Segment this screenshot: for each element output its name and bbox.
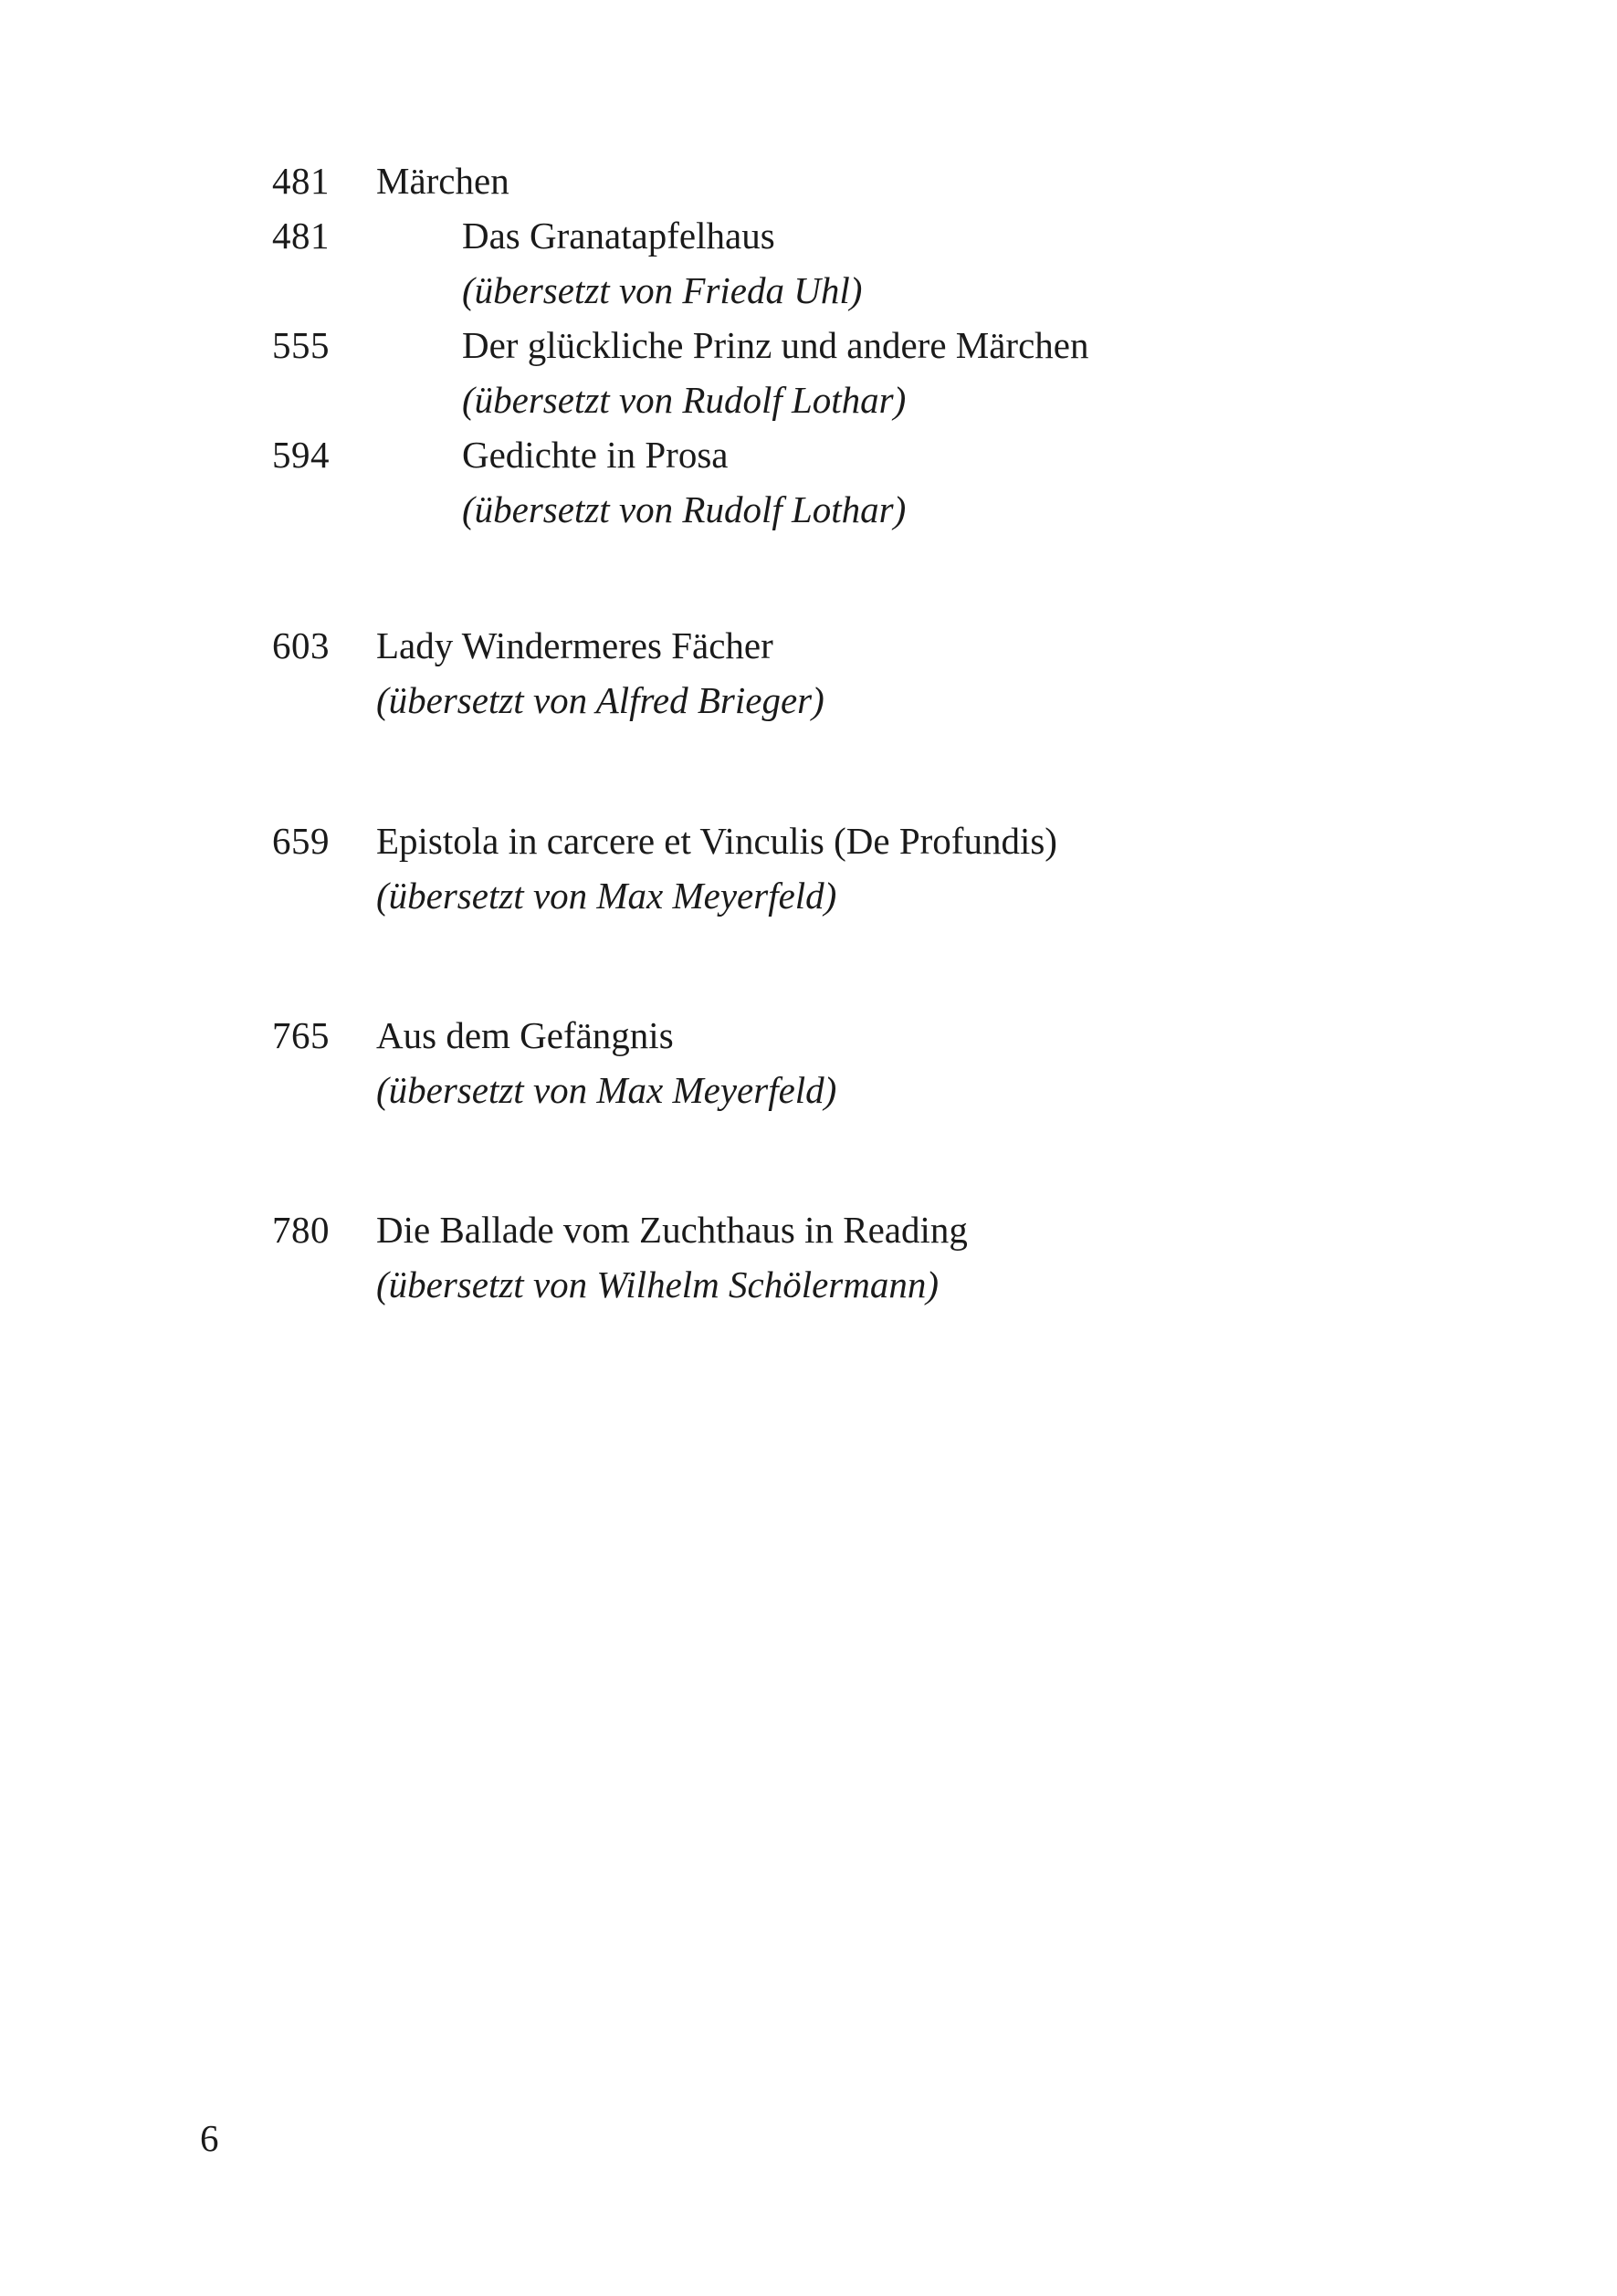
toc-entry <box>0 1008 1617 1063</box>
toc-translator-line <box>0 482 1617 537</box>
toc-section <box>0 813 1617 923</box>
toc-title: Das Granatapfelhaus <box>462 215 775 257</box>
page-number: 6 <box>200 2117 219 2159</box>
toc-title: Gedichte in Prosa <box>462 434 729 476</box>
toc-translator-line <box>0 1257 1617 1312</box>
toc-translator: (übersetzt von Frieda Uhl) <box>462 269 863 311</box>
toc-page-number: 765 <box>272 1014 330 1056</box>
toc-section <box>0 1202 1617 1312</box>
toc-entry <box>0 1202 1617 1257</box>
toc-entry <box>0 813 1617 868</box>
toc-page-number: 594 <box>272 434 330 476</box>
toc-translator: (übersetzt von Rudolf Lothar) <box>462 488 907 530</box>
toc-title: Die Ballade vom Zuchthaus in Reading <box>376 1209 968 1251</box>
toc-page-number: 481 <box>272 160 330 202</box>
toc-translator-line <box>0 868 1617 923</box>
toc-translator-line <box>0 372 1617 427</box>
toc-section <box>0 1008 1617 1117</box>
toc-page-number: 481 <box>272 215 330 257</box>
toc-section <box>0 618 1617 728</box>
toc-section-maerchen <box>0 153 1617 537</box>
toc-entry <box>0 618 1617 673</box>
toc-translator: (übersetzt von Alfred Brieger) <box>376 679 824 721</box>
toc-page-number: 659 <box>272 820 330 862</box>
toc-title: Der glückliche Prinz und andere Märchen <box>462 324 1089 366</box>
toc-title: Märchen <box>376 160 509 202</box>
toc-translator: (übersetzt von Max Meyerfeld) <box>376 1069 837 1111</box>
toc-title: Epistola in carcere et Vinculis (De Profundis) <box>376 820 1057 862</box>
toc-entry <box>0 153 1617 208</box>
toc-subentry <box>0 208 1617 263</box>
toc-subentry <box>0 427 1617 482</box>
toc-translator-line <box>0 263 1617 318</box>
toc-translator: (übersetzt von Wilhelm Schölermann) <box>376 1263 940 1305</box>
toc-title: Aus dem Gefängnis <box>376 1014 674 1056</box>
toc-translator: (übersetzt von Rudolf Lothar) <box>462 379 907 421</box>
toc-page-number: 555 <box>272 324 330 366</box>
toc-page-number: 780 <box>272 1209 330 1251</box>
toc-translator: (übersetzt von Max Meyerfeld) <box>376 875 837 917</box>
toc-subentry <box>0 318 1617 372</box>
toc-title: Lady Windermeres Fächer <box>376 624 773 666</box>
toc-translator-line <box>0 1063 1617 1117</box>
toc-page-number: 603 <box>272 624 330 666</box>
toc-translator-line <box>0 673 1617 728</box>
